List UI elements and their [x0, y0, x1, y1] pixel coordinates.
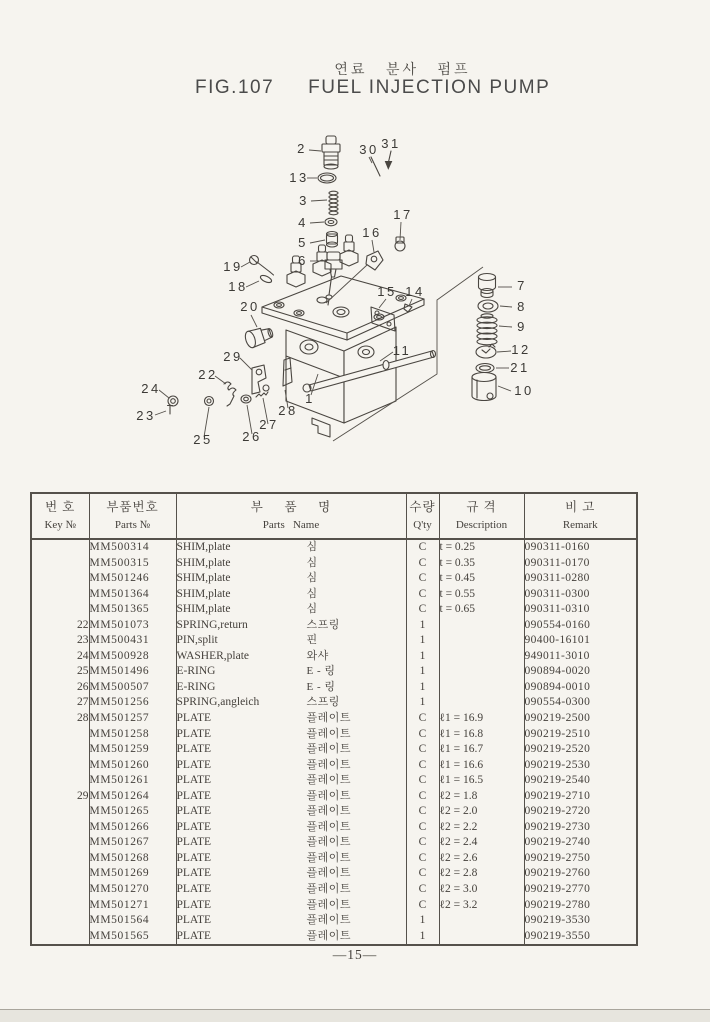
cell-remark: 090311-0170	[524, 556, 637, 572]
cell-description	[439, 633, 524, 649]
diagram-callout-30: 30	[359, 142, 379, 157]
cell-part-no: MM500928	[89, 649, 176, 665]
cell-description: t = 0.35	[439, 556, 524, 572]
cell-remark: 090554-0300	[524, 695, 637, 711]
cell-qty: C	[406, 602, 439, 618]
part-name-kr: E - 링	[306, 680, 336, 693]
scan-edge	[0, 1009, 710, 1022]
cell-parts-name	[176, 680, 406, 696]
part-name-kr: 플레이트	[306, 883, 352, 896]
cell-qty: C	[406, 742, 439, 758]
table-row	[31, 727, 637, 743]
cell-part-no: MM501268	[89, 851, 176, 867]
cell-remark: 090311-0310	[524, 602, 637, 618]
cell-key	[31, 882, 89, 898]
cell-remark: 090219-2740	[524, 835, 637, 851]
table-row	[31, 680, 637, 696]
cell-key	[31, 602, 89, 618]
diagram-container	[95, 120, 655, 480]
cell-parts-name	[176, 664, 406, 680]
cell-remark: 090219-2730	[524, 820, 637, 836]
page-number: —15—	[332, 947, 378, 962]
cell-key: 22	[31, 618, 89, 634]
cell-qty: C	[406, 773, 439, 789]
header-remark: 비 고 Remark	[524, 493, 637, 539]
part-name-en: SHIM,plate	[176, 541, 231, 553]
diagram-callout-21: 21	[510, 360, 530, 375]
cell-remark: 090219-2780	[524, 898, 637, 914]
cell-parts-name	[176, 571, 406, 587]
table-row	[31, 633, 637, 649]
part-name-kr: 플레이트	[306, 727, 352, 740]
cell-description: t = 0.45	[439, 571, 524, 587]
cell-qty: C	[406, 556, 439, 572]
cell-part-no: MM501564	[89, 913, 176, 929]
cell-description	[439, 929, 524, 946]
part-name-en: SPRING,return	[176, 618, 248, 631]
cell-remark: 090219-2520	[524, 742, 637, 758]
cell-parts-name	[176, 618, 406, 634]
table-row	[31, 571, 637, 587]
cell-qty: C	[406, 804, 439, 820]
cell-parts-name	[176, 789, 406, 805]
cell-parts-name	[176, 866, 406, 882]
part-name-en: SPRING,angleich	[176, 696, 260, 709]
cell-description	[439, 618, 524, 634]
cell-part-no: MM501265	[89, 804, 176, 820]
part-name-kr: 플레이트	[306, 914, 352, 927]
cell-parts-name	[176, 633, 406, 649]
cell-description: ℓ2 = 2.6	[439, 851, 524, 867]
cell-qty: 1	[406, 913, 439, 929]
diagram-callout-29: 29	[223, 349, 243, 364]
cell-remark: 090219-2500	[524, 711, 637, 727]
part-name-kr: 플레이트	[306, 805, 352, 818]
part-name-kr: 스프링	[306, 618, 340, 631]
cell-remark: 090219-2750	[524, 851, 637, 867]
cell-description: ℓ2 = 2.2	[439, 820, 524, 836]
cell-remark: 090219-2540	[524, 773, 637, 789]
fuel-injection-pump-diagram	[95, 120, 655, 480]
diagram-callout-28: 28	[278, 403, 298, 418]
diagram-callout-13: 13	[289, 170, 309, 185]
diagram-callout-25: 25	[193, 432, 213, 447]
part-name-kr: 플레이트	[306, 929, 352, 942]
cell-description: ℓ1 = 16.7	[439, 742, 524, 758]
cell-description: t = 0.65	[439, 602, 524, 618]
part-name-en: PLATE	[176, 914, 211, 927]
part-name-kr: 플레이트	[306, 758, 352, 771]
cell-key	[31, 742, 89, 758]
table-row	[31, 618, 637, 634]
cell-part-no: MM501258	[89, 727, 176, 743]
part-name-en: PLATE	[176, 727, 211, 740]
cell-remark: 090219-2710	[524, 789, 637, 805]
cell-description: t = 0.55	[439, 587, 524, 603]
diagram-callout-18: 18	[228, 279, 248, 294]
header-qty: 수량 Q'ty	[406, 493, 439, 539]
cell-qty: C	[406, 539, 439, 556]
cell-key	[31, 773, 89, 789]
table-row	[31, 587, 637, 603]
cell-qty: C	[406, 727, 439, 743]
part-name-kr: 스프링	[306, 696, 340, 709]
cell-qty: 1	[406, 664, 439, 680]
cell-description: ℓ2 = 1.8	[439, 789, 524, 805]
part-name-en: SHIM,plate	[176, 556, 231, 569]
cell-key	[31, 913, 89, 929]
table-row	[31, 820, 637, 836]
part-name-kr: 심	[306, 587, 318, 600]
cell-part-no: MM501260	[89, 758, 176, 774]
cell-qty: C	[406, 835, 439, 851]
part-name-en: PLATE	[176, 883, 211, 896]
part-name-kr: 플레이트	[306, 836, 352, 849]
cell-part-no: MM501565	[89, 929, 176, 946]
parts-table-body	[31, 539, 637, 945]
header-parts-no: 부품번호 Parts №	[89, 493, 176, 539]
cell-remark: 090311-0160	[524, 539, 637, 556]
diagram-callout-27: 27	[259, 417, 279, 432]
cell-parts-name	[176, 882, 406, 898]
cell-description: ℓ1 = 16.9	[439, 711, 524, 727]
cell-qty: C	[406, 866, 439, 882]
diagram-callout-6: 6	[298, 253, 308, 268]
cell-key: 24	[31, 649, 89, 665]
part-name-en: PIN,split	[176, 634, 218, 647]
cell-remark: 090894-0010	[524, 680, 637, 696]
table-row	[31, 789, 637, 805]
cell-qty: C	[406, 789, 439, 805]
cell-qty: C	[406, 820, 439, 836]
cell-key	[31, 835, 89, 851]
cell-qty: C	[406, 851, 439, 867]
parts-table-container	[30, 492, 638, 946]
cell-qty: 1	[406, 695, 439, 711]
cell-key	[31, 571, 89, 587]
cell-remark: 090219-2720	[524, 804, 637, 820]
table-row	[31, 649, 637, 665]
cell-part-no: MM501073	[89, 618, 176, 634]
part-name-en: PLATE	[176, 929, 211, 942]
part-name-en: PLATE	[176, 712, 211, 725]
part-name-kr: 플레이트	[306, 789, 352, 802]
part-name-kr: 플레이트	[306, 743, 352, 756]
cell-key	[31, 804, 89, 820]
cell-parts-name	[176, 851, 406, 867]
table-row	[31, 758, 637, 774]
cell-parts-name	[176, 913, 406, 929]
diagram-callout-24: 24	[141, 381, 161, 396]
diagram-callout-8: 8	[517, 299, 527, 314]
cell-remark: 090219-3530	[524, 913, 637, 929]
part-name-kr: 플레이트	[306, 820, 352, 833]
cell-part-no: MM501269	[89, 866, 176, 882]
table-row	[31, 695, 637, 711]
cell-parts-name	[176, 758, 406, 774]
part-name-en: E-RING	[176, 680, 216, 693]
part-name-en: SHIM,plate	[176, 587, 231, 600]
part-name-kr: E - 링	[306, 665, 336, 678]
cell-parts-name	[176, 556, 406, 572]
header-key: 번 호 Key №	[31, 493, 89, 539]
table-row	[31, 835, 637, 851]
cell-key: 25	[31, 664, 89, 680]
cell-description: t = 0.25	[439, 539, 524, 556]
cell-key	[31, 866, 89, 882]
parts-table	[30, 492, 638, 946]
cell-description: ℓ1 = 16.5	[439, 773, 524, 789]
part-name-kr: 와샤	[306, 649, 329, 662]
cell-description	[439, 664, 524, 680]
cell-qty: 1	[406, 633, 439, 649]
diagram-callout-31: 31	[381, 136, 401, 151]
diagram-callout-12: 12	[511, 342, 531, 357]
cell-part-no: MM501256	[89, 695, 176, 711]
cell-part-no: MM501271	[89, 898, 176, 914]
cell-description	[439, 695, 524, 711]
cell-part-no: MM500314	[89, 539, 176, 556]
cell-description: ℓ2 = 2.8	[439, 866, 524, 882]
diagram-callout-19: 19	[223, 259, 243, 274]
cell-qty: C	[406, 711, 439, 727]
cell-parts-name	[176, 539, 406, 556]
cell-qty: 1	[406, 618, 439, 634]
part-name-kr: 플레이트	[306, 867, 352, 880]
part-name-en: PLATE	[176, 867, 211, 880]
cell-remark: 090219-3550	[524, 929, 637, 946]
cell-qty: C	[406, 758, 439, 774]
cell-key: 26	[31, 680, 89, 696]
cell-remark: 090219-2760	[524, 866, 637, 882]
cell-parts-name	[176, 804, 406, 820]
cell-part-no: MM501496	[89, 664, 176, 680]
cell-key: 28	[31, 711, 89, 727]
part-name-en: PLATE	[176, 774, 211, 787]
cell-part-no: MM501261	[89, 773, 176, 789]
part-name-en: SHIM,plate	[176, 572, 231, 585]
cell-remark: 949011-3010	[524, 649, 637, 665]
diagram-callout-26: 26	[242, 429, 262, 444]
part-name-en: PLATE	[176, 836, 211, 849]
diagram-callout-15: 15	[377, 284, 397, 299]
diagram-callout-22: 22	[198, 367, 218, 382]
cell-part-no: MM501264	[89, 789, 176, 805]
part-name-en: PLATE	[176, 743, 211, 756]
cell-description: ℓ2 = 2.4	[439, 835, 524, 851]
table-header-row	[31, 493, 637, 539]
cell-key	[31, 820, 89, 836]
part-name-kr: 심	[306, 556, 318, 569]
cell-parts-name	[176, 711, 406, 727]
cell-qty: C	[406, 587, 439, 603]
cell-remark: 090219-2530	[524, 758, 637, 774]
cell-remark: 090219-2510	[524, 727, 637, 743]
diagram-callout-17: 17	[393, 207, 413, 222]
cell-parts-name	[176, 587, 406, 603]
figure-title: FUEL INJECTION PUMP	[308, 77, 551, 98]
cell-qty: C	[406, 571, 439, 587]
cell-qty: C	[406, 898, 439, 914]
cell-key: 27	[31, 695, 89, 711]
table-row	[31, 664, 637, 680]
part-name-en: PLATE	[176, 805, 211, 818]
cell-qty: C	[406, 882, 439, 898]
cell-description: ℓ2 = 3.2	[439, 898, 524, 914]
diagram-callout-5: 5	[298, 235, 308, 250]
header-description: 규 격 Description	[439, 493, 524, 539]
cell-remark: 090311-0280	[524, 571, 637, 587]
cell-part-no: MM501364	[89, 587, 176, 603]
cell-key	[31, 727, 89, 743]
part-name-kr: 플레이트	[306, 851, 352, 864]
diagram-callout-4: 4	[298, 215, 308, 230]
cell-parts-name	[176, 602, 406, 618]
cell-remark: 090219-2770	[524, 882, 637, 898]
diagram-callout-9: 9	[517, 319, 527, 334]
cell-key: 29	[31, 789, 89, 805]
cell-description: ℓ2 = 3.0	[439, 882, 524, 898]
diagram-callout-10: 10	[514, 383, 534, 398]
part-name-en: WASHER,plate	[176, 649, 250, 662]
part-name-en: PLATE	[176, 758, 211, 771]
part-name-kr: 플레이트	[306, 898, 352, 911]
cell-parts-name	[176, 773, 406, 789]
cell-part-no: MM501267	[89, 835, 176, 851]
cell-key	[31, 556, 89, 572]
cell-key	[31, 758, 89, 774]
cell-parts-name	[176, 727, 406, 743]
cell-part-no: MM501259	[89, 742, 176, 758]
cell-parts-name	[176, 695, 406, 711]
cell-part-no: MM500507	[89, 680, 176, 696]
cell-remark: 090311-0300	[524, 587, 637, 603]
cell-parts-name	[176, 929, 406, 946]
diagram-callout-23: 23	[136, 408, 156, 423]
table-row	[31, 929, 637, 946]
part-name-kr: 플레이트	[306, 774, 352, 787]
cell-description	[439, 649, 524, 665]
cell-key	[31, 898, 89, 914]
diagram-callout-14: 14	[405, 284, 425, 299]
table-row	[31, 556, 637, 572]
cell-parts-name	[176, 835, 406, 851]
part-name-kr: 핀	[306, 634, 318, 647]
part-name-en: PLATE	[176, 789, 211, 802]
page-title-korean: 연료 분사 펌프	[334, 63, 471, 78]
cell-parts-name	[176, 742, 406, 758]
table-row	[31, 898, 637, 914]
part-name-kr: 심	[306, 541, 318, 553]
cell-parts-name	[176, 898, 406, 914]
part-name-en: PLATE	[176, 851, 211, 864]
cell-key	[31, 539, 89, 556]
table-row	[31, 773, 637, 789]
cell-qty: 1	[406, 929, 439, 946]
cell-part-no: MM500431	[89, 633, 176, 649]
cell-parts-name	[176, 649, 406, 665]
table-row	[31, 804, 637, 820]
cell-description	[439, 680, 524, 696]
diagram-callout-20: 20	[240, 299, 260, 314]
part-name-en: E-RING	[176, 665, 216, 678]
part-name-kr: 심	[306, 603, 318, 616]
cell-qty: 1	[406, 680, 439, 696]
cell-key: 23	[31, 633, 89, 649]
cell-remark: 90400-16101	[524, 633, 637, 649]
cell-key	[31, 587, 89, 603]
diagram-callout-16: 16	[362, 225, 382, 240]
figure-number: FIG.107	[195, 77, 275, 98]
part-name-en: PLATE	[176, 898, 211, 911]
table-row	[31, 913, 637, 929]
cell-key	[31, 929, 89, 946]
table-row	[31, 851, 637, 867]
header-parts-name: 부 품 명 Parts Name	[176, 493, 406, 539]
cell-description: ℓ2 = 2.0	[439, 804, 524, 820]
table-row	[31, 882, 637, 898]
cell-key	[31, 851, 89, 867]
diagram-callout-1: 1	[305, 391, 315, 406]
part-name-en: SHIM,plate	[176, 603, 231, 616]
table-row	[31, 602, 637, 618]
cell-part-no: MM501365	[89, 602, 176, 618]
cell-remark: 090554-0160	[524, 618, 637, 634]
cell-parts-name	[176, 820, 406, 836]
cell-description: ℓ1 = 16.6	[439, 758, 524, 774]
table-row	[31, 539, 637, 556]
cell-description: ℓ1 = 16.8	[439, 727, 524, 743]
cell-remark: 090894-0020	[524, 664, 637, 680]
diagram-callout-3: 3	[299, 193, 309, 208]
cell-part-no: MM501257	[89, 711, 176, 727]
cell-part-no: MM501270	[89, 882, 176, 898]
table-row	[31, 742, 637, 758]
diagram-callout-7: 7	[517, 278, 527, 293]
part-name-kr: 플레이트	[306, 712, 352, 725]
part-name-en: PLATE	[176, 820, 211, 833]
page-title	[195, 77, 550, 99]
table-row	[31, 711, 637, 727]
table-row	[31, 866, 637, 882]
cell-qty: 1	[406, 649, 439, 665]
cell-description	[439, 913, 524, 929]
diagram-callout-11: 11	[392, 343, 412, 358]
cell-part-no: MM500315	[89, 556, 176, 572]
part-name-kr: 심	[306, 572, 318, 585]
diagram-callout-2: 2	[297, 141, 307, 156]
cell-part-no: MM501266	[89, 820, 176, 836]
cell-part-no: MM501246	[89, 571, 176, 587]
